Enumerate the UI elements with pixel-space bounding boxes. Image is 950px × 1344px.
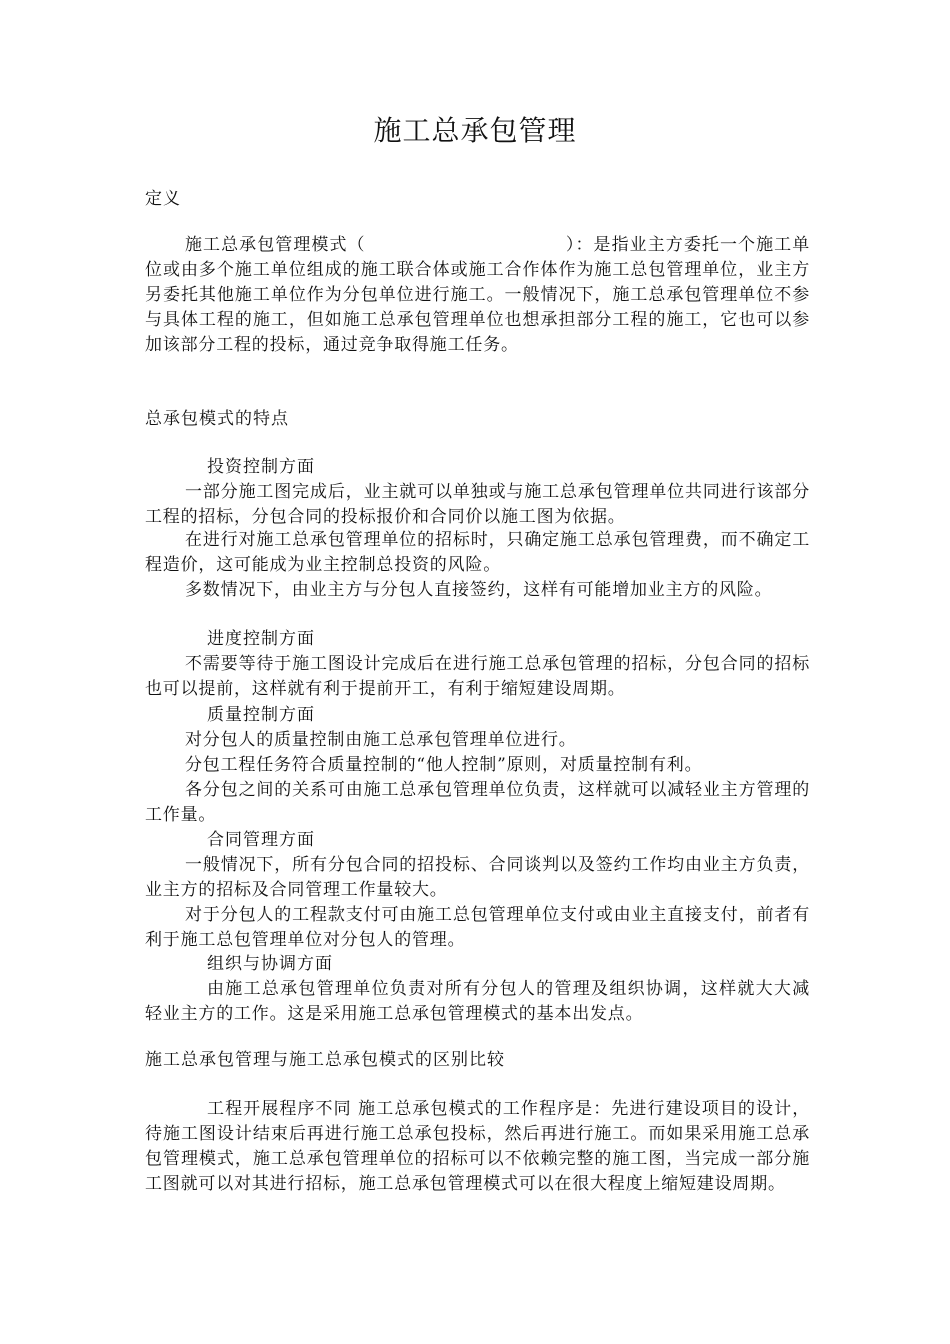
- paragraph-schedule-1: 不需要等待于施工图设计完成后在进行施工总承包管理的招标，分包合同的招标也可以提前，这样就有利于提前开工，有利于缩短建设周期。: [145, 654, 810, 699]
- definition-paragraph: [145, 233, 810, 358]
- paragraph-investment-1: 一部分施工图完成后，业主就可以单独或与施工总承包管理单位共同进行该部分工程的招标，分包合同的投标报价和合同价以施工图为依据。: [145, 482, 810, 527]
- paragraph-contract-1: 一般情况下，所有分包合同的招投标、合同谈判以及签约工作均由业主方负责，业主方的招标及合同管理工作量较大。: [145, 855, 810, 900]
- paragraph-quality-1: 对分包人的质量控制由施工总承包管理单位进行。: [185, 730, 577, 750]
- paragraph-investment-2: 在进行对施工总承包管理单位的招标时，只确定施工总承包管理费，而不确定工程造价，这可能成为业主控制总投资的风险。: [145, 530, 810, 575]
- paragraph-comparison-1: 工程开展程序不同 施工总承包模式的工作程序是：先进行建设项目的设计，待施工图设计结束后再进行施工总承包投标，然后再进行施工。而如果采用施工总承包管理模式，施工总承包管理单位的招标可以不依赖完整的施工图，当完成一部分施工图就可以对其进行招标，施工总承包管理模式可以在很大程度上缩短建设周期。: [145, 1099, 810, 1194]
- paragraph-quality-3: 各分包之间的关系可由施工总承包管理单位负责，这样就可以减轻业主方管理的工作量。: [145, 780, 810, 825]
- subheading-contract: 合同管理方面: [207, 830, 315, 850]
- section-heading-comparison: 施工总承包管理与施工总承包模式的区别比较: [145, 1050, 505, 1070]
- subheading-schedule: 进度控制方面: [207, 629, 315, 649]
- definition-text-start: 施工总承包管理模式（: [185, 235, 366, 255]
- section-heading-features: 总承包模式的特点: [145, 409, 289, 429]
- document-title: 施工总承包管理: [373, 114, 577, 147]
- section-heading-definition: 定义: [145, 189, 181, 209]
- definition-text-end: ）：是指业主方委托一个施工单位或由多个施工单位组成的施工联合体或施工合作体作为施工总包管理单位，业主方另委托其他施工单位作为分包单位进行施工。一般情况下，施工总承包管理单位不参与具体工程的施工，但如施工总承包管理单位也想承担部分工程的施工，它也可以参加该部分工程的投标，通过竞争取得施工任务。: [145, 235, 810, 355]
- subheading-organization: 组织与协调方面: [207, 954, 333, 974]
- paragraph-investment-3: 多数情况下，由业主方与分包人直接签约，这样有可能增加业主方的风险。: [185, 580, 773, 600]
- paragraph-contract-2: 对于分包人的工程款支付可由施工总包管理单位支付或由业主直接支付，前者有利于施工总包管理单位对分包人的管理。: [145, 905, 810, 950]
- paragraph-organization-1: 由施工总承包管理单位负责对所有分包人的管理及组织协调，这样就大大减轻业主方的工作。这是采用施工总承包管理模式的基本出发点。: [145, 979, 810, 1024]
- subheading-investment: 投资控制方面: [207, 457, 315, 477]
- subheading-quality: 质量控制方面: [207, 705, 315, 725]
- paragraph-quality-2: 分包工程任务符合质量控制的“他人控制”原则，对质量控制有利。: [185, 755, 703, 775]
